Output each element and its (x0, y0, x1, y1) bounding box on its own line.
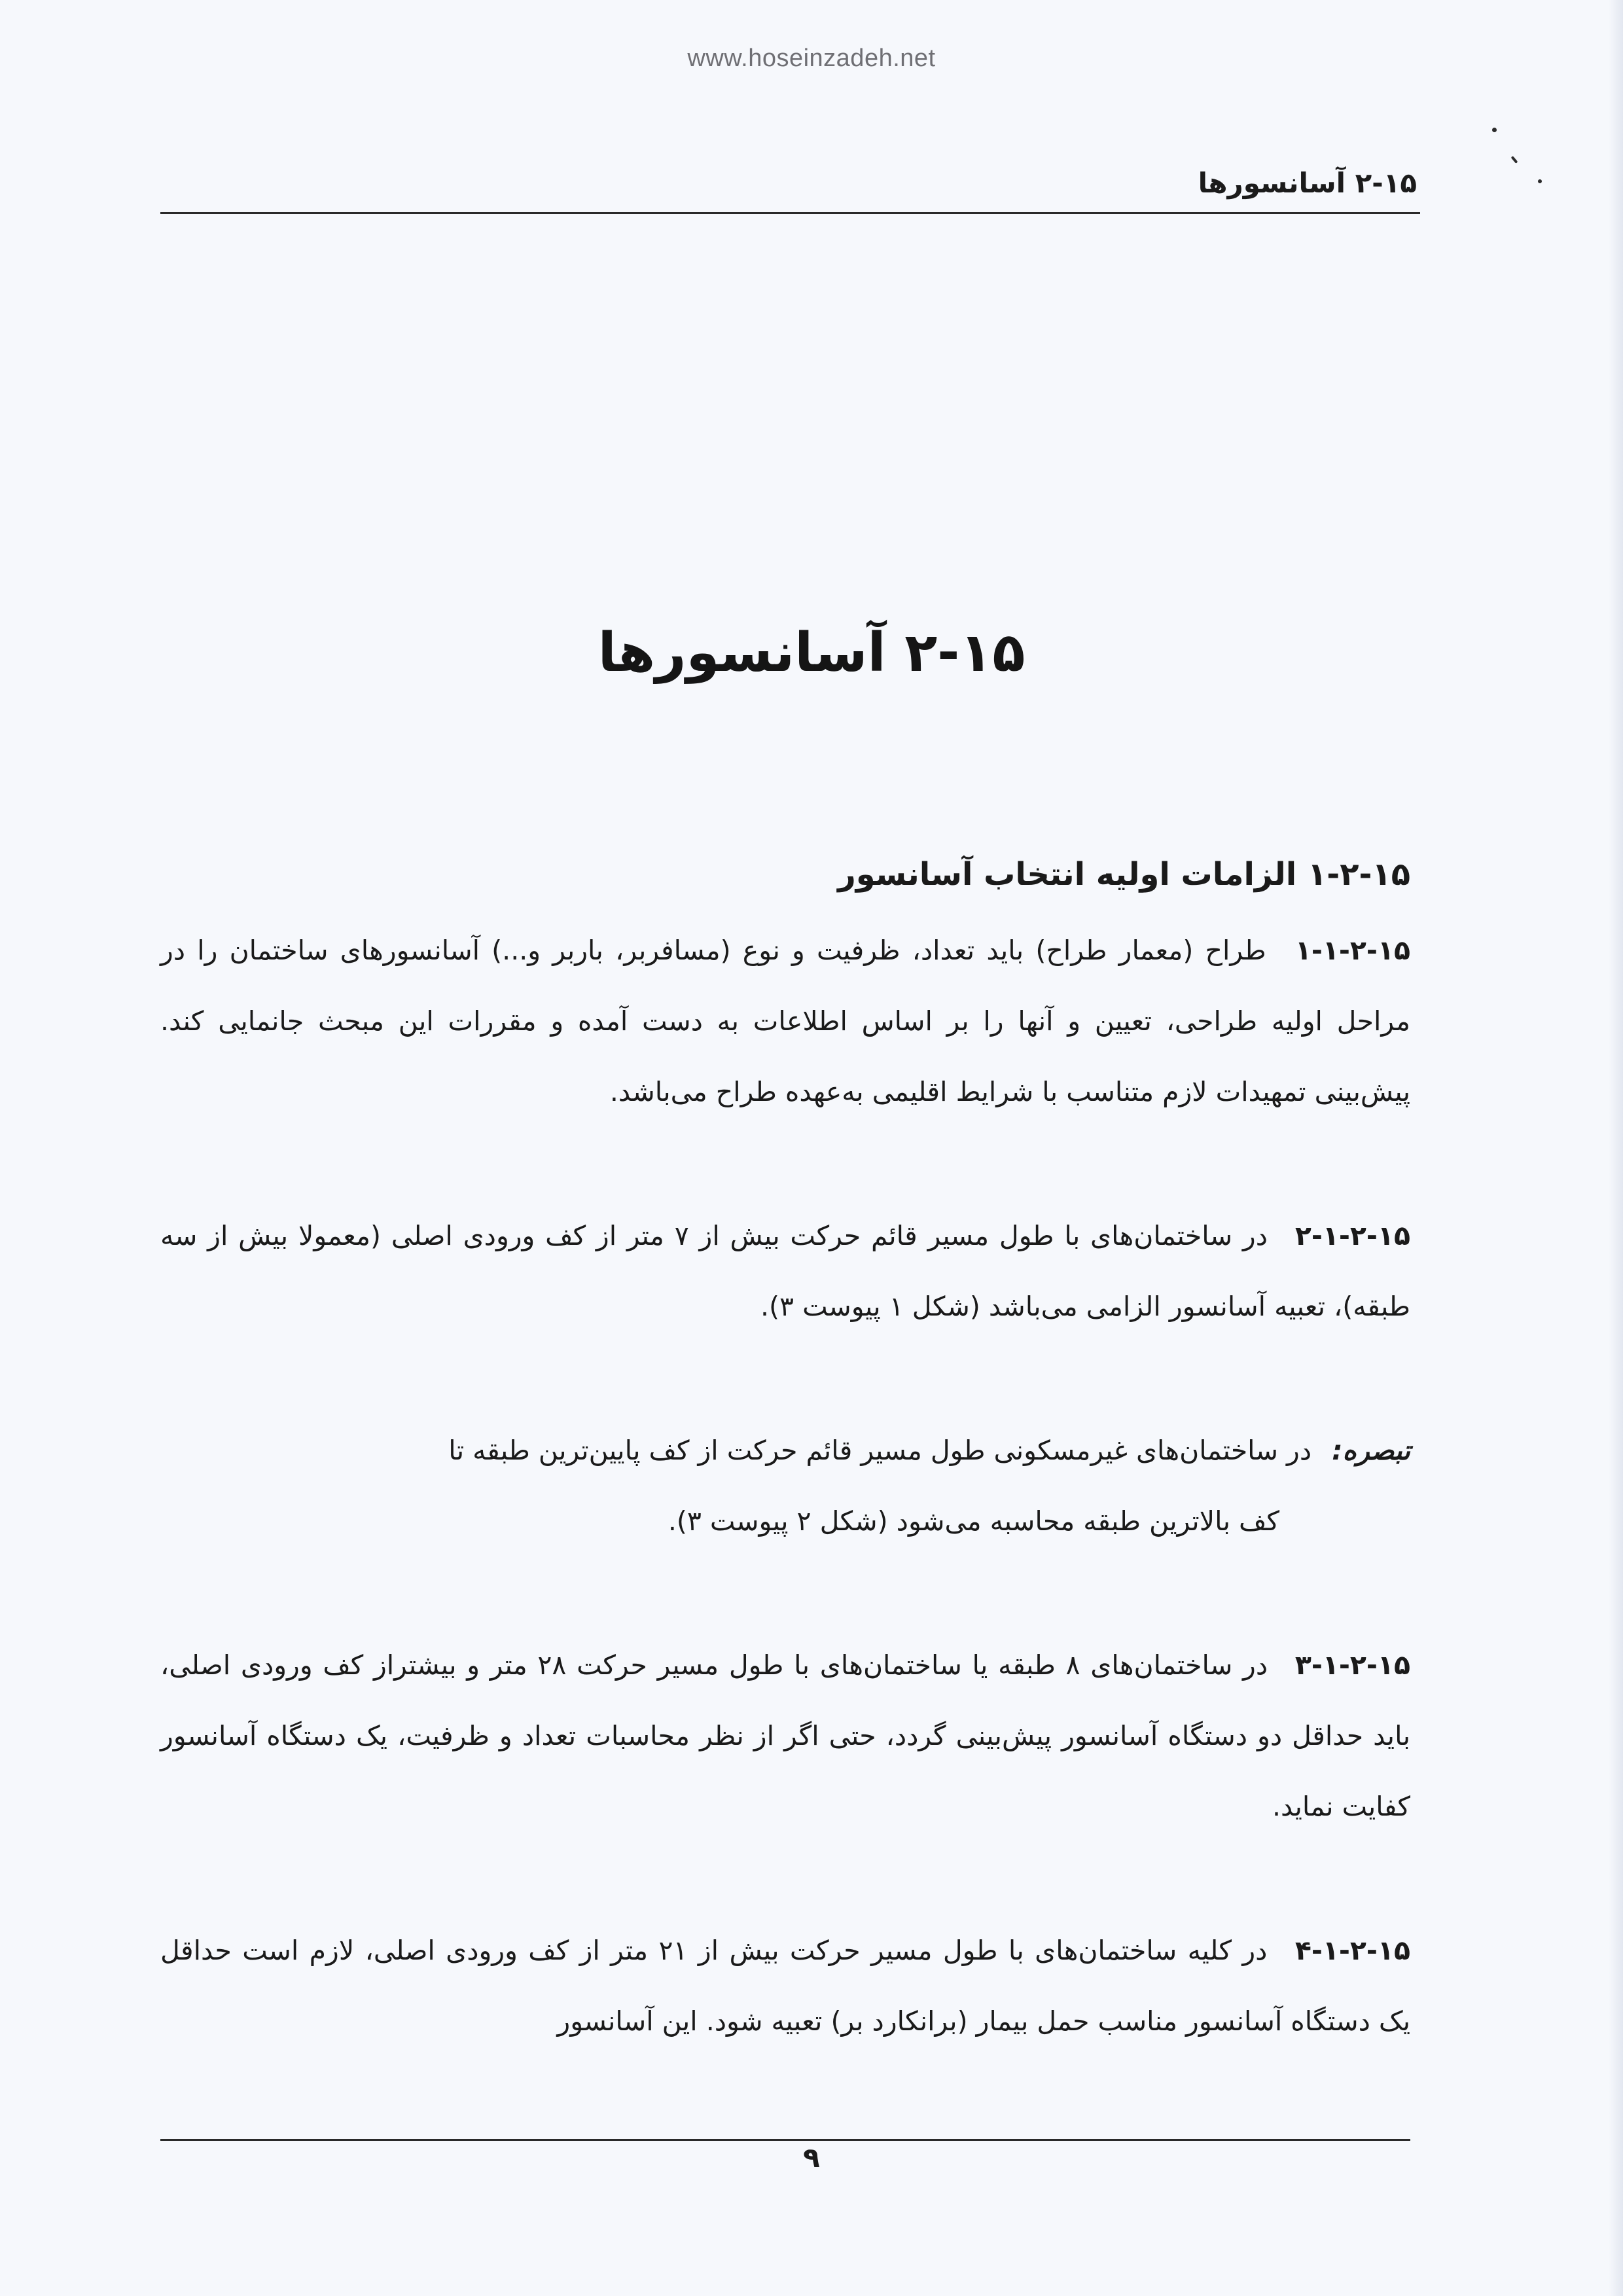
header-rule (160, 212, 1420, 214)
section-heading: ۱-۲-۱۵ الزامات اولیه انتخاب آسانسور (838, 856, 1410, 893)
clause-paragraph (160, 915, 1410, 1127)
main-content (160, 851, 1410, 2056)
note-text-line1: در ساختمان‌های غیرمسکونی طول مسیر قائم حرکت از کف پایین‌ترین طبقه تا (448, 1435, 1312, 1466)
website-url: www.hoseinzadeh.net (687, 45, 936, 72)
page-edge-shadow (1609, 0, 1623, 2296)
page-number: ۹ (803, 2142, 820, 2174)
clause-number: ۴-۱-۲-۱۵ (1294, 1935, 1410, 1966)
scan-speck (1492, 128, 1497, 132)
clause-number: ۲-۱-۲-۱۵ (1294, 1220, 1410, 1251)
clause-number: ۱-۱-۲-۱۵ (1294, 935, 1410, 966)
running-header: ۲-۱۵ آسانسورها (1198, 167, 1417, 199)
clause-paragraph (160, 1630, 1410, 1842)
note-paragraph (160, 1415, 1410, 1556)
clause-text: در کلیه ساختمان‌های با طول مسیر حرکت بیش از ۲۱ متر از کف ورودی اصلی، لازم است حداقل یک دستگاه آسانسور مناسب حمل بیمار (برانکارد بر) تعبیه شود. این آسانسور (160, 1935, 1410, 2037)
clause-number: ۳-۱-۲-۱۵ (1294, 1649, 1410, 1681)
note-text-line2: کف بالاترین طبقه محاسبه می‌شود (شکل ۲ پیوست ۳). (668, 1505, 1279, 1537)
clause-text: در ساختمان‌های ۸ طبقه یا ساختمان‌های با طول مسیر حرکت ۲۸ متر و بیشتراز کف ورودی اصلی، باید حداقل دو دستگاه آسانسور پیش‌بینی گردد، حتی اگر از نظر محاسبات تعداد و ظرفیت، یک دستگاه آسانسور کفایت نماید. (160, 1649, 1410, 1822)
clause-paragraph (160, 1200, 1410, 1342)
clause-paragraph (160, 1915, 1410, 2056)
clause-text: در ساختمان‌های با طول مسیر قائم حرکت بیش از ۷ متر از کف ورودی اصلی (معمولا بیش از سه طبقه)، تعبیه آسانسور الزامی می‌باشد (شکل ۱ پیوست ۳). (160, 1220, 1410, 1322)
clause-text: طراح (معمار طراح) باید تعداد، ظرفیت و نوع (مسافربر، باربر و...) آسانسورهای ساختمان را در مراحل اولیه طراحی، تعیین و آنها را بر اساس اطلاعات به دست آمده و مقررات این مبحث جانمایی کند. پیش‌بینی تمهیدات لازم متناسب با شرایط اقلیمی به‌عهده طراح می‌باشد. (160, 935, 1410, 1107)
note-label: تبصره: (1332, 1435, 1410, 1466)
chapter-title: ۲-۱۵ آسانسورها (597, 622, 1026, 684)
footer-rule (160, 2139, 1410, 2141)
scan-speck (1538, 179, 1542, 183)
scan-speck (1511, 156, 1518, 164)
